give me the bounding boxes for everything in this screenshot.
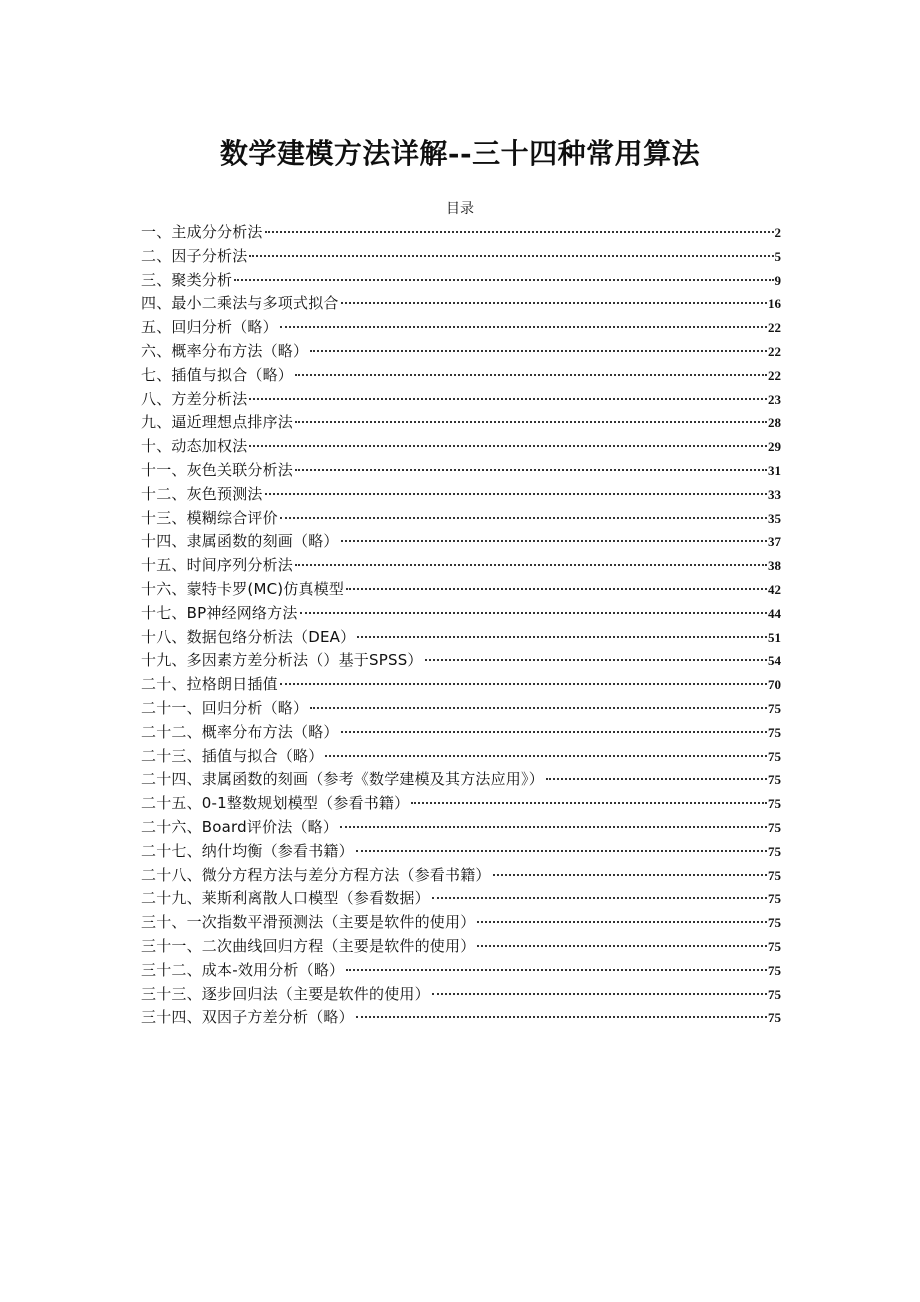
toc-entry-label: 三、聚类分析 — [141, 270, 233, 289]
toc-entry[interactable] — [141, 983, 781, 1007]
toc-entry[interactable] — [141, 459, 781, 483]
toc-entry[interactable] — [141, 530, 781, 554]
toc-entry-label: 二十七、纳什均衡（参看书籍） — [141, 841, 354, 860]
dot-leader — [493, 874, 767, 876]
dot-leader — [295, 374, 767, 376]
dot-leader — [411, 802, 767, 804]
toc-entry[interactable] — [141, 578, 781, 602]
dot-leader — [356, 850, 767, 852]
toc-entry[interactable] — [141, 602, 781, 626]
toc-entry-page-number: 75 — [768, 724, 781, 740]
toc-entry-label: 六、概率分布方法（略） — [141, 341, 309, 360]
dot-leader — [295, 469, 767, 471]
toc-entry-page-number: 75 — [768, 819, 781, 835]
toc-entry-page-number: 51 — [768, 629, 781, 645]
toc-entry[interactable] — [141, 388, 781, 412]
toc-entry[interactable] — [141, 673, 781, 697]
dot-leader — [341, 540, 767, 542]
toc-entry-page-number: 75 — [768, 962, 781, 978]
toc-entry[interactable] — [141, 507, 781, 531]
dot-leader — [265, 493, 767, 495]
toc-entry-label: 一、主成分分析法 — [141, 223, 263, 241]
toc-entry-label: 九、逼近理想点排序法 — [141, 413, 294, 432]
toc-entry-label: 二十一、回归分析（略） — [141, 698, 309, 717]
toc-entry-page-number: 75 — [768, 891, 781, 907]
dot-leader — [346, 969, 767, 971]
dot-leader — [341, 731, 767, 733]
toc-entry-label: 七、插值与拟合（略） — [141, 365, 294, 384]
toc-entry[interactable] — [141, 768, 781, 792]
dot-leader — [280, 517, 767, 519]
toc-entry[interactable] — [141, 792, 781, 816]
toc-entry-label: 十八、数据包络分析法（DEA） — [141, 627, 356, 646]
dot-leader — [432, 993, 767, 995]
toc-entry-label: 二十三、插值与拟合（略） — [141, 746, 324, 765]
dot-leader — [295, 564, 767, 566]
toc-entry[interactable] — [141, 745, 781, 769]
toc-entry-page-number: 22 — [768, 367, 781, 383]
toc-entry-label: 二十二、概率分布方法（略） — [141, 722, 339, 741]
toc-entry-label: 三十、一次指数平滑预测法（主要是软件的使用） — [141, 913, 476, 932]
dot-leader — [310, 707, 767, 709]
toc-entry-page-number: 2 — [774, 225, 781, 240]
toc-entry-label: 十、动态加权法 — [141, 437, 248, 456]
dot-leader — [432, 897, 767, 899]
toc-entry-label: 二十五、0-1整数规划模型（参看书籍） — [141, 794, 410, 813]
toc-entry-page-number: 75 — [768, 915, 781, 931]
dot-leader — [357, 636, 767, 638]
toc-entry-label: 四、最小二乘法与多项式拟合 — [141, 294, 339, 313]
toc-entry-label: 二、因子分析法 — [141, 246, 248, 265]
table-of-contents — [141, 221, 781, 1030]
toc-entry[interactable] — [141, 483, 781, 507]
toc-entry-page-number: 75 — [768, 772, 781, 788]
toc-entry-page-number: 28 — [768, 415, 781, 431]
toc-entry[interactable] — [141, 864, 781, 888]
toc-entry-page-number: 75 — [768, 796, 781, 812]
toc-entry-page-number: 5 — [774, 248, 781, 264]
dot-leader — [346, 588, 767, 590]
toc-entry-label: 三十四、双因子方差分析（略） — [141, 1008, 354, 1027]
toc-entry[interactable] — [141, 269, 781, 293]
dot-leader — [310, 350, 767, 352]
toc-entry-page-number: 23 — [768, 391, 781, 407]
dot-leader — [249, 255, 773, 257]
toc-entry[interactable] — [141, 1006, 781, 1030]
toc-entry-label: 十七、BP神经网络方法 — [141, 603, 298, 622]
dot-leader — [546, 778, 767, 780]
toc-entry[interactable] — [141, 292, 781, 316]
toc-entry-page-number: 75 — [768, 1010, 781, 1026]
toc-entry-label: 二十九、莱斯利离散人口模型（参看数据） — [141, 889, 430, 908]
dot-leader — [341, 302, 767, 304]
toc-entry[interactable] — [141, 316, 781, 340]
toc-entry-page-number: 75 — [768, 867, 781, 883]
toc-entry[interactable] — [141, 245, 781, 269]
toc-entry-label: 十九、多因素方差分析法（）基于SPSS） — [141, 651, 423, 670]
dot-leader — [300, 612, 767, 614]
toc-entry-page-number: 22 — [768, 320, 781, 336]
toc-entry-label: 八、方差分析法 — [141, 389, 248, 408]
toc-entry-page-number: 70 — [768, 677, 781, 693]
toc-entry-label: 十六、蒙特卡罗(MC)仿真模型 — [141, 579, 345, 598]
toc-entry-page-number: 29 — [768, 439, 781, 455]
dot-leader — [280, 326, 767, 328]
toc-entry-page-number: 75 — [768, 938, 781, 954]
toc-entry-page-number: 75 — [768, 748, 781, 764]
toc-entry-label: 十一、灰色关联分析法 — [141, 460, 294, 479]
toc-entry-label: 二十六、Board评价法（略） — [141, 817, 339, 836]
toc-entry[interactable] — [141, 221, 781, 245]
toc-entry-label: 十三、模糊综合评价 — [141, 508, 278, 527]
toc-entry-page-number: 44 — [768, 605, 781, 621]
toc-entry[interactable] — [141, 935, 781, 959]
toc-heading: 目录 — [446, 201, 474, 217]
toc-entry-label: 五、回归分析（略） — [141, 318, 278, 337]
toc-entry[interactable] — [141, 816, 781, 840]
toc-entry-page-number: 75 — [768, 843, 781, 859]
toc-entry[interactable] — [141, 697, 781, 721]
toc-entry-label: 二十四、隶属函数的刻画（参考《数学建模及其方法应用》） — [141, 770, 544, 789]
dot-leader — [249, 445, 767, 447]
dot-leader — [295, 421, 767, 423]
toc-entry-page-number: 38 — [768, 558, 781, 574]
dot-leader — [249, 398, 767, 400]
toc-entry-page-number: 42 — [768, 581, 781, 597]
toc-entry-label: 十四、隶属函数的刻画（略） — [141, 532, 339, 551]
toc-entry-page-number: 75 — [768, 986, 781, 1002]
dot-leader — [340, 826, 767, 828]
toc-entry[interactable] — [141, 435, 781, 459]
dot-leader — [234, 279, 773, 281]
toc-entry-label: 十五、时间序列分析法 — [141, 556, 294, 575]
toc-entry-label: 二十、拉格朗日插值 — [141, 675, 278, 694]
page-title: 数学建模方法详解--三十四种常用算法 — [219, 137, 701, 170]
dot-leader — [280, 683, 767, 685]
toc-entry[interactable] — [141, 911, 781, 935]
toc-entry-label: 三十二、成本-效用分析（略） — [141, 960, 345, 979]
toc-entry-page-number: 31 — [768, 462, 781, 478]
toc-entry-page-number: 35 — [768, 510, 781, 526]
dot-leader — [477, 945, 767, 947]
toc-entry-label: 三十三、逐步回归法（主要是软件的使用） — [141, 984, 430, 1003]
toc-entry[interactable] — [141, 626, 781, 650]
toc-entry[interactable] — [141, 554, 781, 578]
toc-entry-page-number: 9 — [774, 272, 781, 288]
dot-leader — [477, 921, 767, 923]
toc-entry-page-number: 16 — [768, 296, 781, 312]
toc-entry[interactable] — [141, 364, 781, 388]
toc-entry-label: 十二、灰色预测法 — [141, 484, 263, 503]
toc-entry-page-number: 54 — [768, 653, 781, 669]
toc-entry-page-number: 22 — [768, 343, 781, 359]
toc-entry[interactable] — [141, 340, 781, 364]
toc-entry-label: 二十八、微分方程方法与差分方程方法（参看书籍） — [141, 865, 491, 884]
dot-leader — [265, 231, 774, 233]
toc-entry-page-number: 37 — [768, 534, 781, 550]
toc-entry-page-number: 75 — [768, 700, 781, 716]
toc-entry[interactable] — [141, 887, 781, 911]
toc-entry[interactable] — [141, 649, 781, 673]
toc-entry-page-number: 33 — [768, 486, 781, 502]
dot-leader — [356, 1016, 767, 1018]
toc-entry[interactable] — [141, 411, 781, 435]
toc-entry[interactable] — [141, 840, 781, 864]
toc-entry[interactable] — [141, 721, 781, 745]
dot-leader — [325, 755, 767, 757]
dot-leader — [425, 659, 767, 661]
toc-entry-label: 三十一、二次曲线回归方程（主要是软件的使用） — [141, 936, 476, 955]
toc-entry[interactable] — [141, 959, 781, 983]
